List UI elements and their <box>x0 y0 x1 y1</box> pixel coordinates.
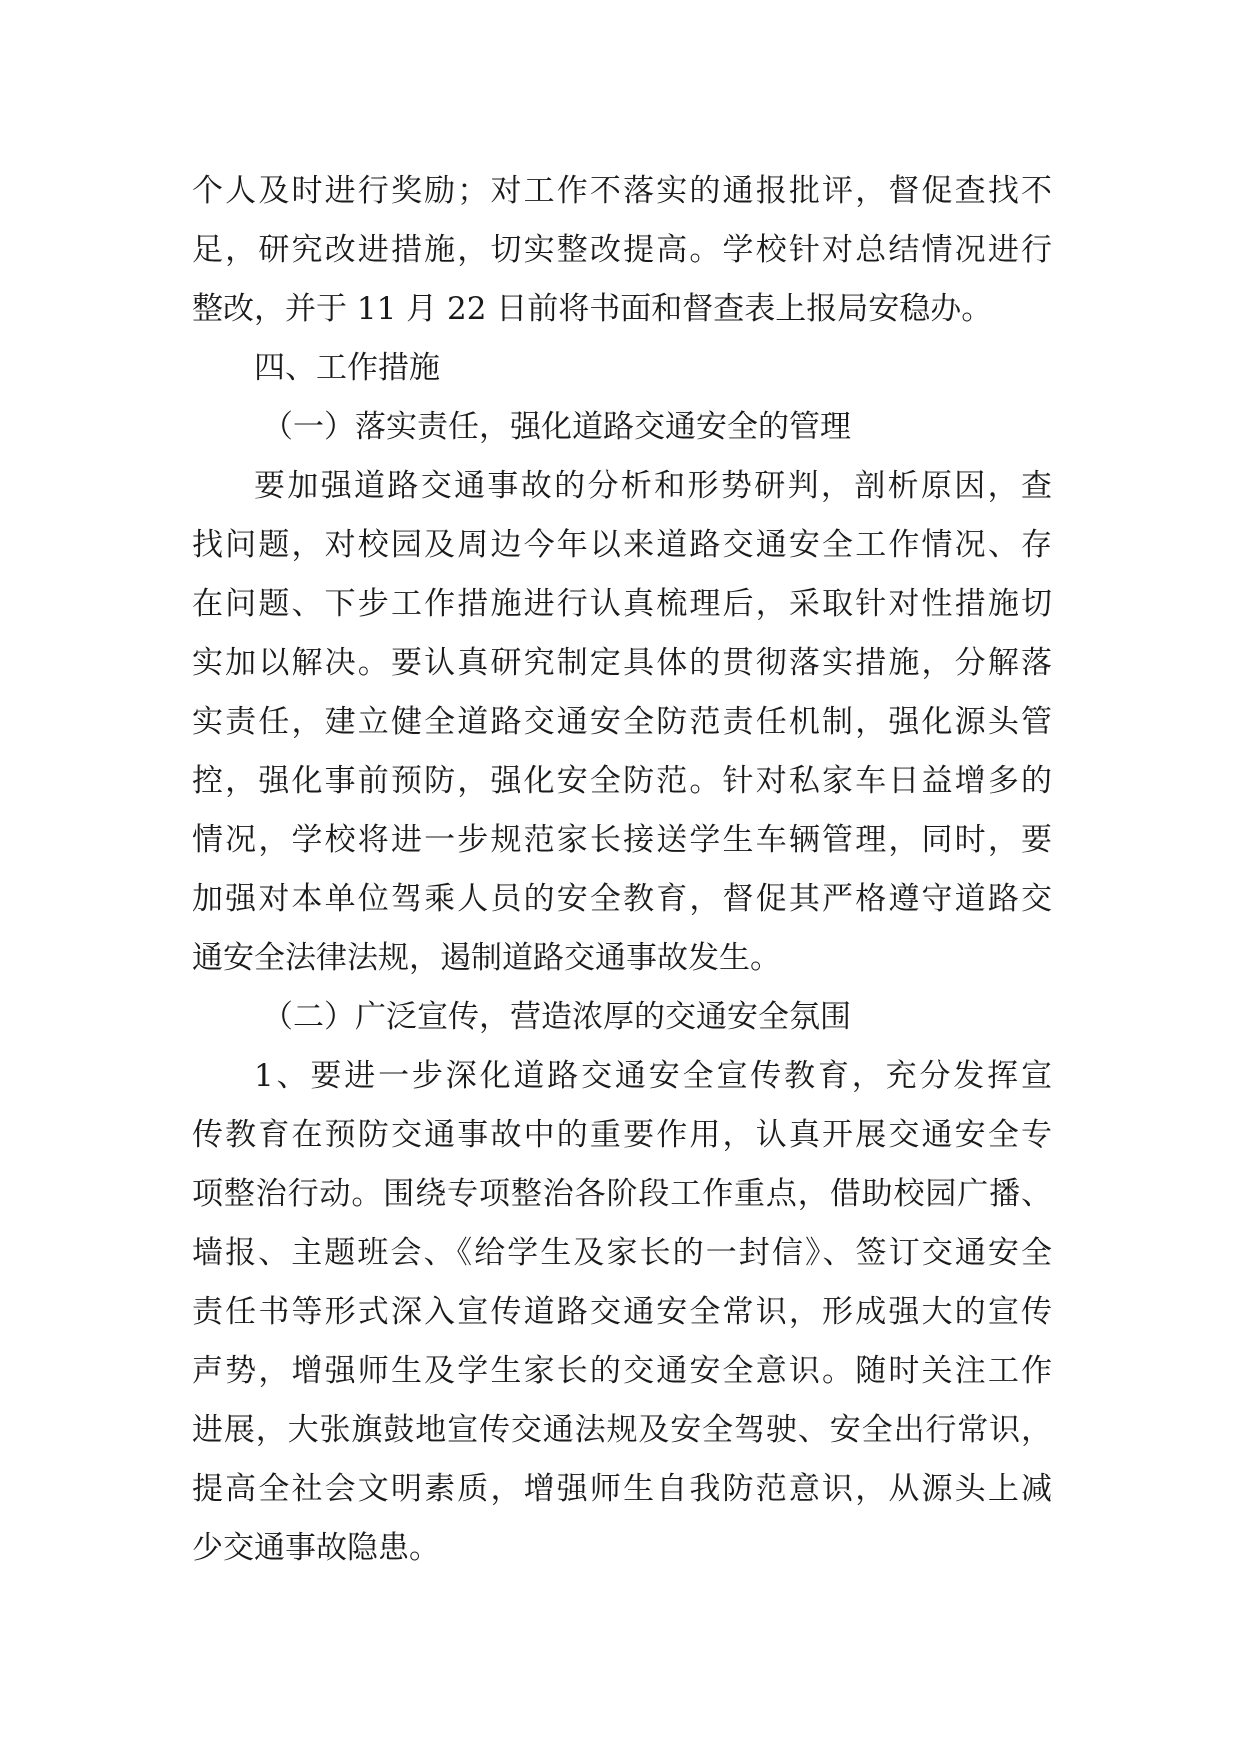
document-body <box>192 162 1052 1578</box>
body-line: 少交通事故隐患。 <box>192 1530 440 1566</box>
body-line: 墙报、主题班会、《给学生及家长的一封信》、签订交通安全 <box>192 1235 1052 1271</box>
paragraph-start-line: 1、要进一步深化道路交通安全宣传教育，充分发挥宣 <box>254 1058 1052 1094</box>
body-line: 在问题、下步工作措施进行认真梳理后，采取针对性措施切 <box>192 586 1052 622</box>
body-line: 实加以解决。要认真研究制定具体的贯彻落实措施，分解落 <box>192 645 1052 681</box>
paragraph-start-line: 要加强道路交通事故的分析和形势研判，剖析原因，查 <box>254 468 1052 504</box>
body-line: 提高全社会文明素质，增强师生自我防范意识，从源头上减 <box>192 1471 1052 1507</box>
body-line: 项整治行动。围绕专项整治各阶段工作重点，借助校园广播、 <box>192 1176 1052 1212</box>
body-line: 整改，并于 11 月 22 日前将书面和督查表上报局安稳办。 <box>192 291 993 327</box>
body-line: 通安全法律法规，遏制道路交通事故发生。 <box>192 940 781 976</box>
body-line: 足，研究改进措施，切实整改提高。学校针对总结情况进行 <box>192 232 1052 268</box>
subsection-heading: （一）落实责任，强化道路交通安全的管理 <box>262 409 851 445</box>
body-line: 责任书等形式深入宣传道路交通安全常识，形成强大的宣传 <box>192 1294 1052 1330</box>
body-line: 加强对本单位驾乘人员的安全教育，督促其严格遵守道路交 <box>192 881 1052 917</box>
body-line: 找问题，对校园及周边今年以来道路交通安全工作情况、存 <box>192 527 1052 563</box>
body-line: 传教育在预防交通事故中的重要作用，认真开展交通安全专 <box>192 1117 1052 1153</box>
section-heading: 四、工作措施 <box>254 350 440 386</box>
body-line: 进展，大张旗鼓地宣传交通法规及安全驾驶、安全出行常识， <box>192 1412 1052 1448</box>
body-line: 情况，学校将进一步规范家长接送学生车辆管理，同时，要 <box>192 822 1052 858</box>
body-line: 个人及时进行奖励；对工作不落实的通报批评，督促查找不 <box>192 173 1052 209</box>
body-line: 实责任，建立健全道路交通安全防范责任机制，强化源头管 <box>192 704 1052 740</box>
subsection-heading: （二）广泛宣传，营造浓厚的交通安全氛围 <box>262 999 851 1035</box>
body-line: 控，强化事前预防，强化安全防范。针对私家车日益增多的 <box>192 763 1052 799</box>
body-line: 声势，增强师生及学生家长的交通安全意识。随时关注工作 <box>192 1353 1052 1389</box>
